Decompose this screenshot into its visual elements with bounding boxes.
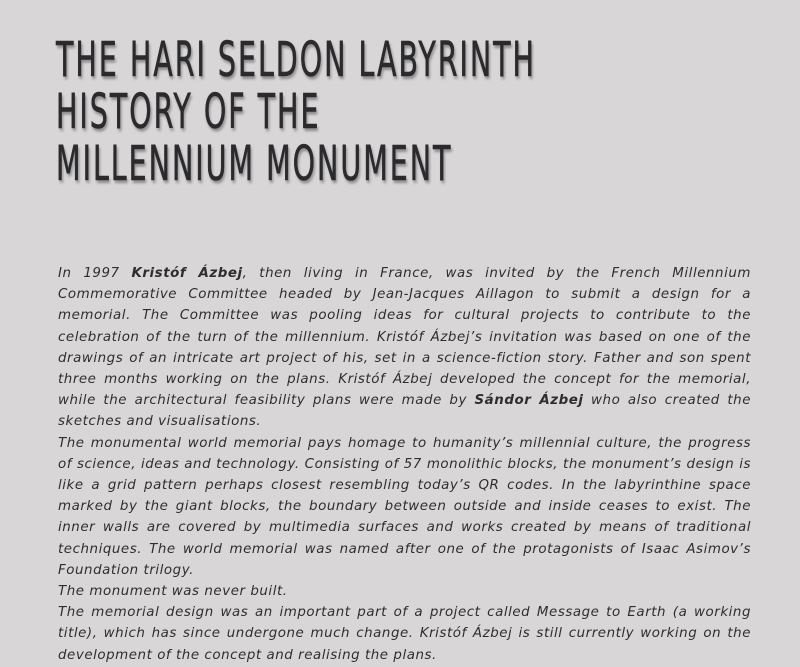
title-line-1: THE HARI SELDON LABYRINTH [56,32,536,88]
paragraph-origin-text: , then living in France, was invited by the French Millennium Commemorative Committee headed by Jean-Jacques Aillagon to submit a design for a memorial. The Committee was pooling ideas for cultural projects to contribute to the celebration of the turn of the millennium. Kristóf Ázbej’s invitation was based on one of the drawings of an intricate art project of his, set in a science-fiction story. Father and son spent three months working on the plans. Kristóf Ázbej developed the concept for the memorial, while the architectural feasibility plans were made by [58,266,751,409]
page-title [56,34,783,190]
paragraph-origin-intro: In 1997 [58,266,132,281]
paragraph-never-built: The monument was never built. [58,584,288,600]
article-body [58,263,751,666]
person-name-kristof: Kristóf Ázbej [131,266,243,281]
paragraph-origin-end: who also created the sketches and visualisations. [58,393,752,430]
paragraph-current-status: The memorial design was an important part of a project called Message to Earth (a working title), which has since undergone much change. Kristóf Ázbej is still currently working on the development of the concept and realising the plans. [58,605,751,663]
paragraph-origin [58,263,751,433]
title-line-3: MILLENNIUM MONUMENT [56,136,453,192]
person-name-sandor: Sándor Ázbej [474,393,584,409]
paragraph-description: The monumental world memorial pays homage to humanity’s millennial culture, the progress of science, ideas and technology. Consisting of 57 monolithic blocks, the monument’s design is like a grid pattern perhaps closest resembling today’s QR codes. In the labyrinthine space marked by the giant blocks, the boundary between outside and inside ceases to exist. The inner walls are covered by multimedia surfaces and works created by means of traditional techniques. The world memorial was named after one of the protagonists of Isaac Asimov’s Foundation trilogy. [58,435,751,578]
title-line-2: HISTORY OF THE [56,84,321,140]
